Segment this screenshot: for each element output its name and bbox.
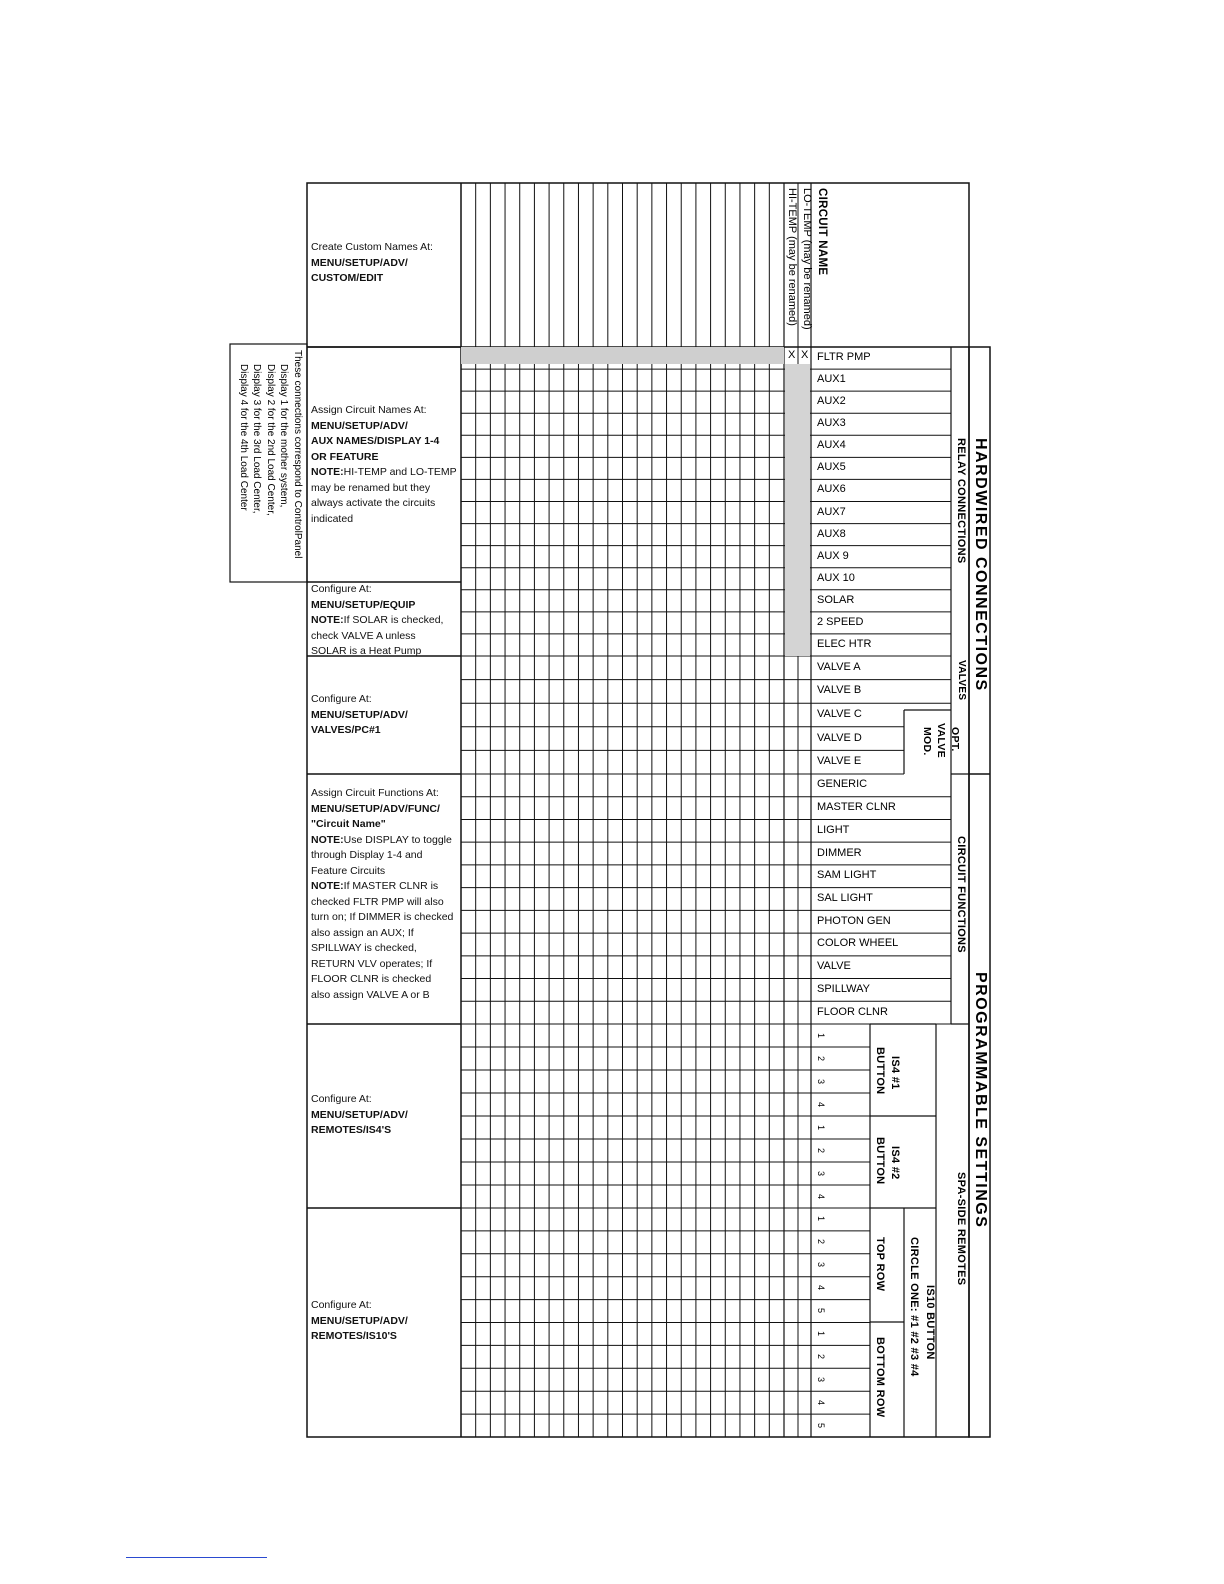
- hi-temp-check: X: [788, 349, 796, 361]
- row-number: 3: [816, 1376, 826, 1382]
- row-label: MASTER CLNR: [817, 801, 896, 814]
- row-label: COLOR WHEEL: [817, 937, 899, 950]
- row-label: VALVE E: [817, 755, 862, 768]
- note-line: Configure At:: [311, 693, 372, 705]
- is4-1-button-label: BUTTON: [874, 1047, 886, 1095]
- note-functions: [311, 786, 461, 1003]
- shaded-hi-temp-column: [785, 364, 810, 656]
- valves-label: VALVES: [956, 660, 967, 701]
- lo-temp-header: LO-TEMP (may be renamed): [801, 188, 813, 330]
- row-label: GENERIC: [817, 778, 868, 791]
- row-label: ELEC HTR: [817, 637, 872, 650]
- note-line: OR FEATURE: [311, 450, 379, 463]
- row-label: AUX7: [817, 505, 846, 518]
- row-label: SAM LIGHT: [817, 869, 877, 882]
- row-number: 2: [816, 1353, 826, 1359]
- note-label: NOTE:: [311, 466, 344, 478]
- row-label: AUX1: [817, 373, 846, 386]
- row-number: 5: [816, 1308, 826, 1314]
- note-line: MENU/SETUP/ADV/: [311, 256, 408, 269]
- note-line: through Display 1-4 and: [311, 849, 423, 861]
- hi-temp-header: HI-TEMP (may be renamed): [786, 188, 798, 326]
- row-number: 5: [816, 1422, 826, 1428]
- row-number: 2: [816, 1147, 826, 1153]
- row-number: 1: [816, 1330, 826, 1336]
- footer-rule: [126, 1557, 267, 1558]
- row-number: 1: [816, 1216, 826, 1222]
- row-label: LIGHT: [817, 823, 850, 836]
- is4-2-button-label: BUTTON: [874, 1137, 886, 1185]
- note-line: Feature Circuits: [311, 864, 386, 877]
- row-label: PHOTON GEN: [817, 914, 891, 927]
- row-label: AUX 9: [817, 549, 849, 562]
- row-label: VALVE B: [817, 684, 862, 697]
- note-line: HI-TEMP and LO-TEMP: [343, 466, 457, 478]
- row-label: AUX5: [817, 461, 846, 474]
- note-valves: [311, 692, 461, 739]
- note-line: Use DISPLAY to toggle: [343, 833, 452, 846]
- note-line: AUX NAMES/DISPLAY 1-4: [311, 435, 440, 447]
- row-number: 3: [816, 1262, 826, 1268]
- note-line: MENU/SETUP/EQUIP: [311, 598, 416, 611]
- row-label: FLOOR CLNR: [817, 1005, 888, 1018]
- note-line: REMOTES/IS4'S: [311, 1124, 392, 1136]
- note-line: VALVES/PC#1: [311, 724, 381, 736]
- note-line: SOLAR is a Heat Pump: [311, 645, 422, 657]
- note-line: Assign Circuit Names At:: [311, 404, 427, 416]
- row-number: 2: [816, 1055, 826, 1061]
- top-row-label: TOP ROW: [874, 1237, 886, 1292]
- lo-temp-check: X: [801, 349, 809, 361]
- row-label: AUX8: [817, 527, 846, 540]
- relay-connections-label: RELAY CONNECTIONS: [955, 438, 967, 564]
- note-line: SPILLWAY is checked,: [311, 942, 417, 954]
- note-line: always activate the circuits: [311, 497, 436, 509]
- note-line: check VALVE A unless: [311, 629, 416, 642]
- note-is10: [311, 1298, 461, 1345]
- note-line: checked FLTR PMP will also: [311, 895, 444, 908]
- shaded-fltr-row: [461, 347, 784, 364]
- note-line: Configure At:: [311, 1093, 372, 1105]
- note-line: MENU/SETUP/ADV/: [311, 1108, 408, 1121]
- row-label: FLTR PMP: [817, 351, 871, 364]
- note-line: Configure At:: [311, 583, 372, 595]
- note-line: If SOLAR is checked,: [343, 614, 444, 626]
- note-label: NOTE:: [311, 614, 344, 626]
- note-label: NOTE:: [311, 833, 344, 846]
- row-number: 1: [816, 1032, 826, 1038]
- side-box-line: Display 1 for the mother system,: [278, 364, 290, 508]
- note-line: RETURN VLV operates; If: [311, 957, 433, 970]
- row-label: AUX2: [817, 395, 846, 408]
- row-label: AUX 10: [817, 571, 855, 584]
- side-box-text: [237, 350, 305, 580]
- note-line: Create Custom Names At:: [311, 241, 433, 253]
- bottom-row-label: BOTTOM ROW: [874, 1337, 886, 1418]
- spa-side-remotes-label: SPA-SIDE REMOTES: [955, 1172, 967, 1286]
- note-line: If MASTER CLNR is: [343, 880, 439, 892]
- side-box-line: These connections correspond to ControlPanel: [292, 350, 303, 559]
- row-label: SOLAR: [817, 593, 855, 606]
- note-line: REMOTES/IS10'S: [311, 1330, 397, 1342]
- row-number: 4: [816, 1193, 826, 1199]
- row-number: 4: [816, 1285, 826, 1291]
- row-label: SPILLWAY: [817, 982, 870, 995]
- row-label: VALVE D: [817, 731, 862, 744]
- note-line: CUSTOM/EDIT: [311, 272, 384, 284]
- row-label: 2 SPEED: [817, 615, 864, 628]
- programmable-settings-label: PROGRAMMABLE SETTINGS: [972, 972, 989, 1229]
- row-label: DIMMER: [817, 846, 862, 859]
- note-equip: [311, 582, 461, 660]
- note-line: "Circuit Name": [311, 818, 386, 830]
- is10-button-label: IS10 BUTTON: [924, 1285, 936, 1360]
- circuit-functions-label: CIRCUIT FUNCTIONS: [955, 836, 967, 953]
- row-number: 3: [816, 1170, 826, 1176]
- row-label: AUX6: [817, 483, 846, 496]
- note-line: MENU/SETUP/ADV/: [311, 1314, 408, 1327]
- row-number: 1: [816, 1124, 826, 1130]
- note-line: also assign an AUX; If: [311, 926, 414, 939]
- row-number: 3: [816, 1078, 826, 1084]
- hardwired-connections-label: HARDWIRED CONNECTIONS: [972, 438, 989, 692]
- row-label: VALVE A: [817, 660, 861, 673]
- note-line: Assign Circuit Functions At:: [311, 787, 439, 799]
- side-box-line: Display 2 for the 2nd Load Center,: [265, 364, 276, 516]
- circle-one-label: CIRCLE ONE: #1 #2 #3 #4: [908, 1237, 920, 1377]
- side-box-line: Display 4 for the 4th Load Center: [238, 364, 249, 511]
- circuit-name-header: CIRCUIT NAME: [816, 188, 828, 276]
- note-line: MENU/SETUP/ADV/: [311, 419, 408, 432]
- note-line: Configure At:: [311, 1299, 372, 1311]
- note-line: indicated: [311, 512, 354, 525]
- is4-2-label: IS4 #2: [889, 1146, 901, 1180]
- note-label: NOTE:: [311, 880, 344, 892]
- row-number: 4: [816, 1101, 826, 1107]
- row-label: SAL LIGHT: [817, 892, 873, 904]
- opt-valve-label: VALVE: [935, 723, 947, 758]
- note-line: MENU/SETUP/ADV/FUNC/: [311, 802, 440, 815]
- note-line: turn on; If DIMMER is checked: [311, 911, 454, 923]
- note-custom: [311, 240, 461, 287]
- row-number: 2: [816, 1239, 826, 1245]
- note-assign: [311, 403, 461, 527]
- row-label: AUX4: [817, 439, 846, 452]
- row-label: VALVE C: [817, 708, 862, 720]
- note-line: also assign VALVE A or B: [311, 988, 430, 1001]
- note-line: may be renamed but they: [311, 481, 431, 494]
- row-label: AUX3: [817, 417, 846, 430]
- note-line: FLOOR CLNR is checked: [311, 973, 432, 985]
- side-box-line: Display 3 for the 3rd Load Center,: [251, 364, 263, 514]
- note-line: MENU/SETUP/ADV/: [311, 708, 408, 721]
- row-number: 4: [816, 1399, 826, 1405]
- is4-1-label: IS4 #1: [889, 1056, 901, 1090]
- note-is4: [311, 1092, 461, 1139]
- opt-mod-label: MOD.: [921, 727, 933, 756]
- opt-label: OPT.: [949, 727, 961, 752]
- row-label: VALVE: [817, 960, 851, 973]
